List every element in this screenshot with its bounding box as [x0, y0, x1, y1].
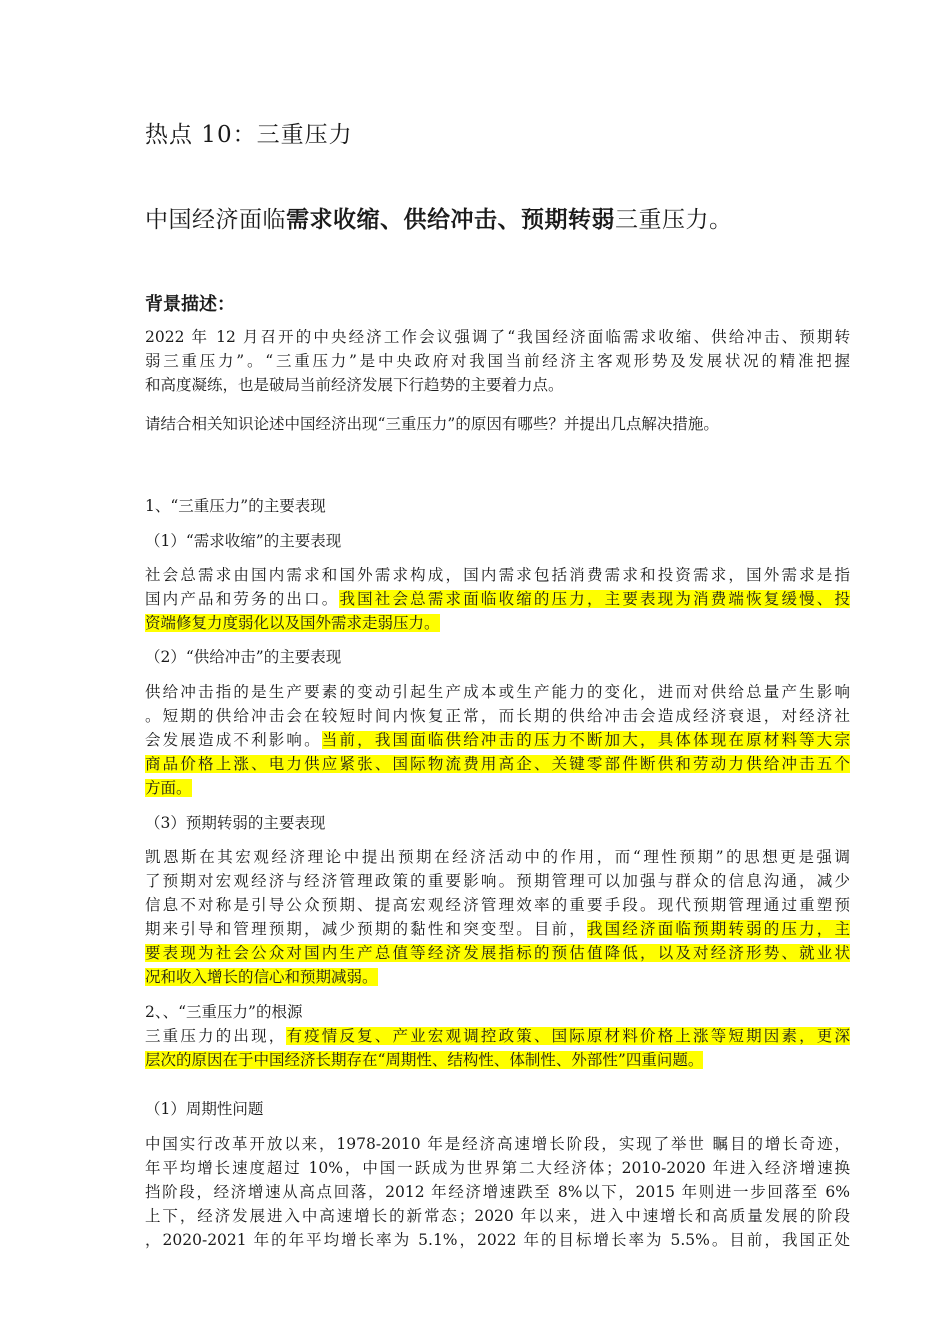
- para-line: [145, 1048, 850, 1072]
- para-line: 信息不对称是引导公众预期、提高宏观经济管理效率的重要手段。现代预期管理通过重塑预: [145, 896, 850, 914]
- para-line: 年平均增长速度超过 10%，中国一跃成为世界第二大经济体；2010-2020 年进入经济增速换: [145, 1159, 850, 1177]
- para-line: [145, 611, 850, 635]
- para-line: 上下，经济发展进入中高速增长的新常态；2020 年以来，进入中速增长和高质量发展的阶段: [145, 1207, 850, 1225]
- sub2-paragraph: [145, 680, 850, 800]
- para-line: [145, 917, 850, 941]
- background-line: 2022 年 12 月召开的中央经济工作会议强调了“我国经济面临需求收缩、供给冲击、预期转: [145, 328, 850, 346]
- highlight-text: 商品价格上涨、电力供应紧张、国际物流费用高企、关键零部件断供和劳动力供给冲击五个: [145, 755, 850, 773]
- plain-text: 三重压力的出现，: [145, 1027, 287, 1045]
- question-text: 请结合相关知识论述中国经济出现“三重压力”的原因有哪些？并提出几点解决措施。: [145, 415, 719, 433]
- highlight-text: 要表现为社会公众对国内生产总值等经济发展指标的预估值降低，以及对经济形势、就业状: [145, 944, 850, 962]
- section2-paragraph: [145, 1024, 850, 1072]
- sub3-paragraph: [145, 845, 850, 989]
- plain-text: 国内产品和劳务的出口。: [145, 590, 340, 608]
- para-line: 中国实行改革开放以来，1978-2010 年是经济高速增长阶段，实现了举世 瞩目的增长奇迹，: [145, 1135, 850, 1153]
- section2-sub1-heading: （1）周期性问题: [145, 1100, 264, 1118]
- section2-sub1-paragraph: [145, 1132, 850, 1252]
- background-line: 弱三重压力”。“三重压力”是中央政府对我国当前经济主客观形势及发展状况的精准把握: [145, 352, 850, 370]
- subtitle-prefix: 中国经济面临: [145, 207, 286, 233]
- para-line: 。短期的供给冲击会在较短时间内恢复正常，而长期的供给冲击会造成经济衰退，对经济社: [145, 707, 850, 725]
- section2-heading: 2、、“三重压力”的根源: [145, 1003, 303, 1021]
- highlight-text: 当前，我国面临供给冲击的压力不断加大，具体体现在原材料等大宗: [321, 731, 850, 749]
- question: [145, 412, 850, 436]
- para-line: 了预期对宏观经济与经济管理政策的重要影响。预期管理可以加强与群众的信息沟通，减少: [145, 872, 850, 890]
- para-line: ，2020-2021 年的年平均增长率为 5.1%，2022 年的目标增长率为 5.5%。目前，我国正处: [145, 1231, 850, 1249]
- highlight-text: 有疫情反复、产业宏观调控政策、国际原材料价格上涨等短期因素，更深: [286, 1027, 850, 1045]
- highlight-text: 方面。: [145, 779, 192, 797]
- subtitle-suffix: 三重压力。: [615, 207, 733, 233]
- subtitle-bold: 需求收缩、供给冲击、预期转弱: [286, 207, 615, 233]
- highlight-text: 况和收入增长的信心和预期减弱。: [145, 968, 378, 986]
- plain-text: 会发展造成不利影响。: [145, 731, 322, 749]
- background-paragraph: [145, 325, 850, 397]
- highlight-text: 我国经济面临预期转弱的压力，主: [586, 920, 850, 938]
- subtitle: [145, 201, 733, 234]
- para-line: 挡阶段，经济增速从高点回落，2012 年经济增速跌至 8%以下，2015 年则进一步回落至 6%: [145, 1183, 850, 1201]
- highlight-text: 我国社会总需求面临收缩的压力，主要表现为消费端恢复缓慢、投: [339, 590, 850, 608]
- section1-heading: 1、“三重压力”的主要表现: [145, 497, 326, 515]
- sub1-paragraph: [145, 563, 850, 635]
- para-line: 供给冲击指的是生产要素的变动引起生产成本或生产能力的变化，进而对供给总量产生影响: [145, 683, 850, 701]
- sub3-heading: （3）预期转弱的主要表现: [145, 814, 326, 832]
- highlight-text: 资端修复力度弱化以及国外需求走弱压力。: [145, 614, 440, 632]
- plain-text: 期来引导和管理预期，减少预期的黏性和突变型。目前，: [145, 920, 587, 938]
- para-line: [145, 587, 850, 611]
- background-line: 和高度凝练，也是破局当前经济发展下行趋势的主要着力点。: [145, 376, 564, 394]
- sub1-heading: （1）“需求收缩”的主要表现: [145, 532, 342, 550]
- sub2-heading: （2）“供给冲击”的主要表现: [145, 648, 342, 666]
- para-line: [145, 776, 850, 800]
- para-line: [145, 752, 850, 776]
- highlight-text: 层次的原因在于中国经济长期存在“周期性、结构性、体制性、外部性”四重问题。: [145, 1051, 704, 1069]
- para-line: [145, 728, 850, 752]
- para-line: [145, 941, 850, 965]
- para-line: 凯恩斯在其宏观经济理论中提出预期在经济活动中的作用，而“理性预期”的思想更是强调: [145, 848, 850, 866]
- para-line: [145, 1024, 850, 1048]
- para-line: 社会总需求由国内需求和国外需求构成，国内需求包括消费需求和投资需求，国外需求是指: [145, 566, 850, 584]
- background-heading: 背景描述：: [145, 294, 235, 315]
- para-line: [145, 965, 850, 989]
- page-title: 热点 10：三重压力: [145, 122, 353, 148]
